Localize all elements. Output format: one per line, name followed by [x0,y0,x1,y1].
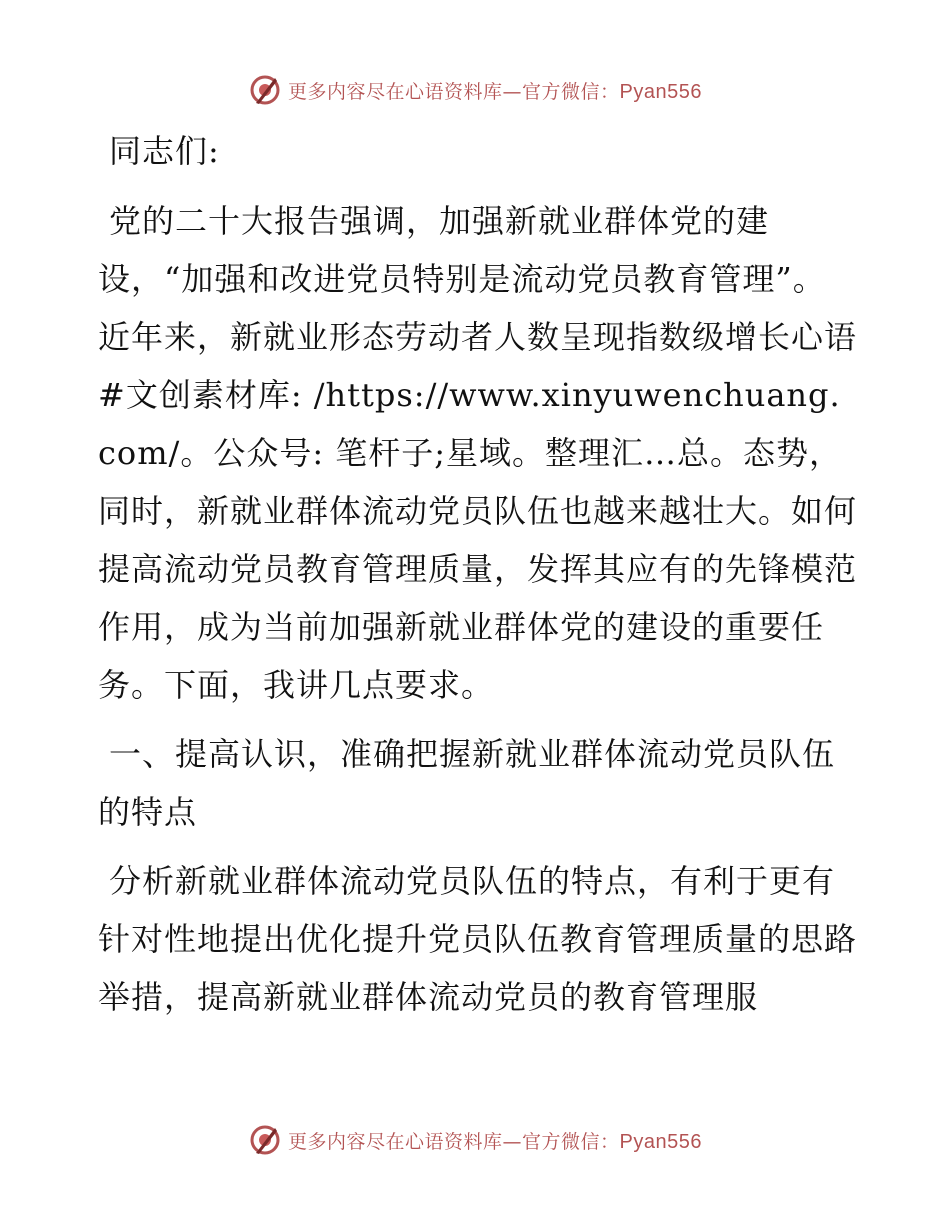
section-heading-1: 一、提高认识，准确把握新就业群体流动党员队伍的特点 [98,735,836,831]
watermark-header [0,68,950,112]
watermark-official-label: 官方微信： [522,1130,620,1153]
watermark-dash: — [502,1130,523,1153]
paragraph-intro: 党的二十大报告强调，加强新就业群体党的建设，“加强和改进党员特别是流动党员教育管理”。近年来，新就业形态劳动者人数呈现指数级增长心语#文创素材库: /https://www.xinyuwenchuang.com/。公众号: 笔杆子;星域。整理汇…总。态势，同时，新就业群体流动党员队伍也越来越壮大。如何提高流动党员教育管理质量，发挥其应有的先锋模范作用，成为当前加强新就业群体党的建设的重要任务。下面，我讲几点要求。 [98,202,858,704]
watermark-official-label: 官方微信： [522,80,620,103]
watermark-title: 更多内容尽在心语资料库 [288,1130,503,1153]
paragraph-analysis: 分析新就业群体流动党员队伍的特点，有利于更有针对性地提出优化提升党员队伍教育管理质量的思路举措，提高新就业群体流动党员的教育管理服 [98,862,858,1016]
watermark-id: Pyan556 [619,1130,702,1153]
document-body [98,122,858,1037]
watermark-text [288,1127,702,1154]
watermark-title: 更多内容尽在心语资料库 [288,80,503,103]
watermark-dash: — [502,80,523,103]
watermark-footer [0,1118,950,1162]
greeting: 同志们: [109,132,220,170]
watermark-id: Pyan556 [619,80,702,103]
quill-seal-icon [248,73,282,107]
quill-seal-icon [248,1123,282,1157]
watermark-text [288,77,702,104]
